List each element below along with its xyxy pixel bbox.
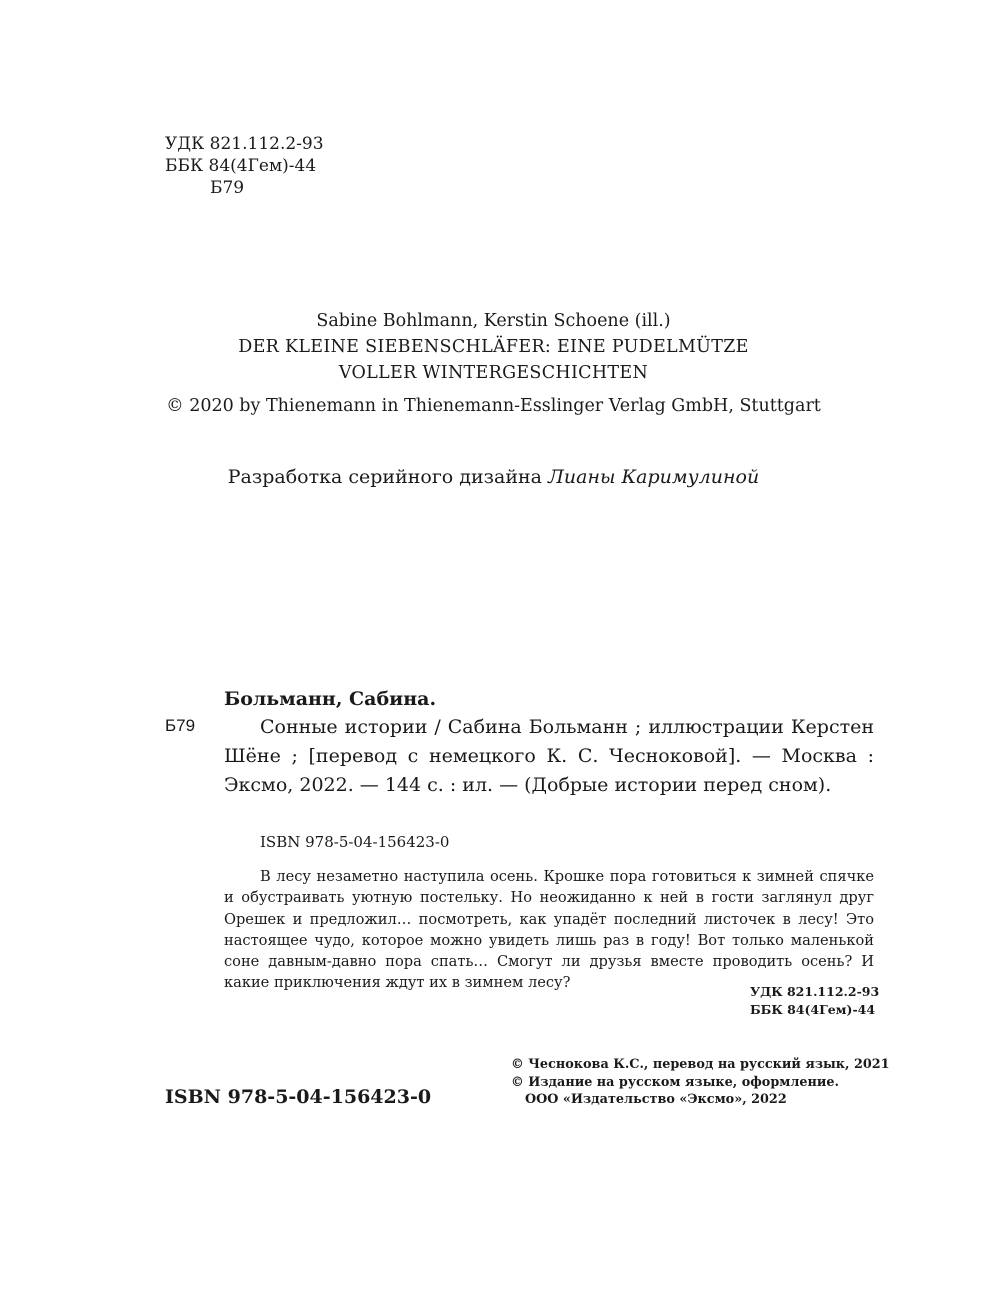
- original-title-line1: DER KLEINE SIEBENSCHLÄFER: EINE PUDELMÜTZE: [238, 337, 749, 357]
- original-copyright: © 2020 by Thienemann in Thienemann-Esslinger Verlag GmbH, Stuttgart: [166, 396, 821, 416]
- top-classification: [165, 133, 324, 199]
- original-title-line2: VOLLER WINTERGESCHICHTEN: [338, 363, 649, 383]
- catalog-author: Больманн, Сабина.: [224, 688, 437, 710]
- series-design-prefix: Разработка серийного дизайна: [227, 466, 542, 488]
- catalog-author-mark: Б79: [165, 716, 196, 735]
- udk-code: УДК 821.112.2-93: [165, 134, 324, 154]
- original-credits: [0, 308, 987, 419]
- series-design-credit: [0, 466, 987, 488]
- translation-copyright: © Чеснокова К.С., перевод на русский язык, 2021: [511, 1057, 890, 1072]
- bbk-code: ББК 84(4Гем)-44: [165, 156, 317, 176]
- annotation: [224, 866, 874, 994]
- catalog-udk: УДК 821.112.2-93: [750, 984, 880, 999]
- series-designer-name: Лианы Каримулиной: [548, 466, 760, 488]
- main-isbn: ISBN 978-5-04-156423-0: [165, 1086, 432, 1108]
- annotation-text: В лесу незаметно наступила осень. Крошке пора готовиться к зимней спячке и обустраивать уютную постельку. Но неожиданно к ней в гости заглянул друг Орешек и предложил… посмотреть, как упадёт последний листочек в лесу! Это настоящее чудо, которое можно увидеть лишь раз в году! Вот только маленькой соне давным-давно пора спать… Смогут ли друзья вместе проводить осень? И какие приключения ждут их в зимнем лесу?: [224, 868, 874, 992]
- edition-copyright-line1: © Издание на русском языке, оформление.: [511, 1074, 840, 1090]
- edition-copyright-line2: ООО «Издательство «Эксмо», 2022: [525, 1092, 787, 1107]
- catalog-bbk: ББК 84(4Гем)-44: [750, 1002, 876, 1017]
- copyright-block: [511, 1056, 890, 1109]
- original-authors: Sabine Bohlmann, Kerstin Schoene (ill.): [316, 311, 671, 331]
- author-mark: Б79: [210, 178, 245, 198]
- catalog-isbn: ISBN 978-5-04-156423-0: [260, 833, 450, 851]
- catalog-description-text: Сонные истории / Сабина Больманн ; иллюстрации Керстен Шёне ; [перевод с немецкого К. С. Чесноковой]. — Москва : Эксмо, 2022. — 144 с. : ил. — (Добрые истории перед сном).: [224, 716, 874, 796]
- catalog-classification: [750, 983, 879, 1019]
- catalog-description: [224, 713, 874, 800]
